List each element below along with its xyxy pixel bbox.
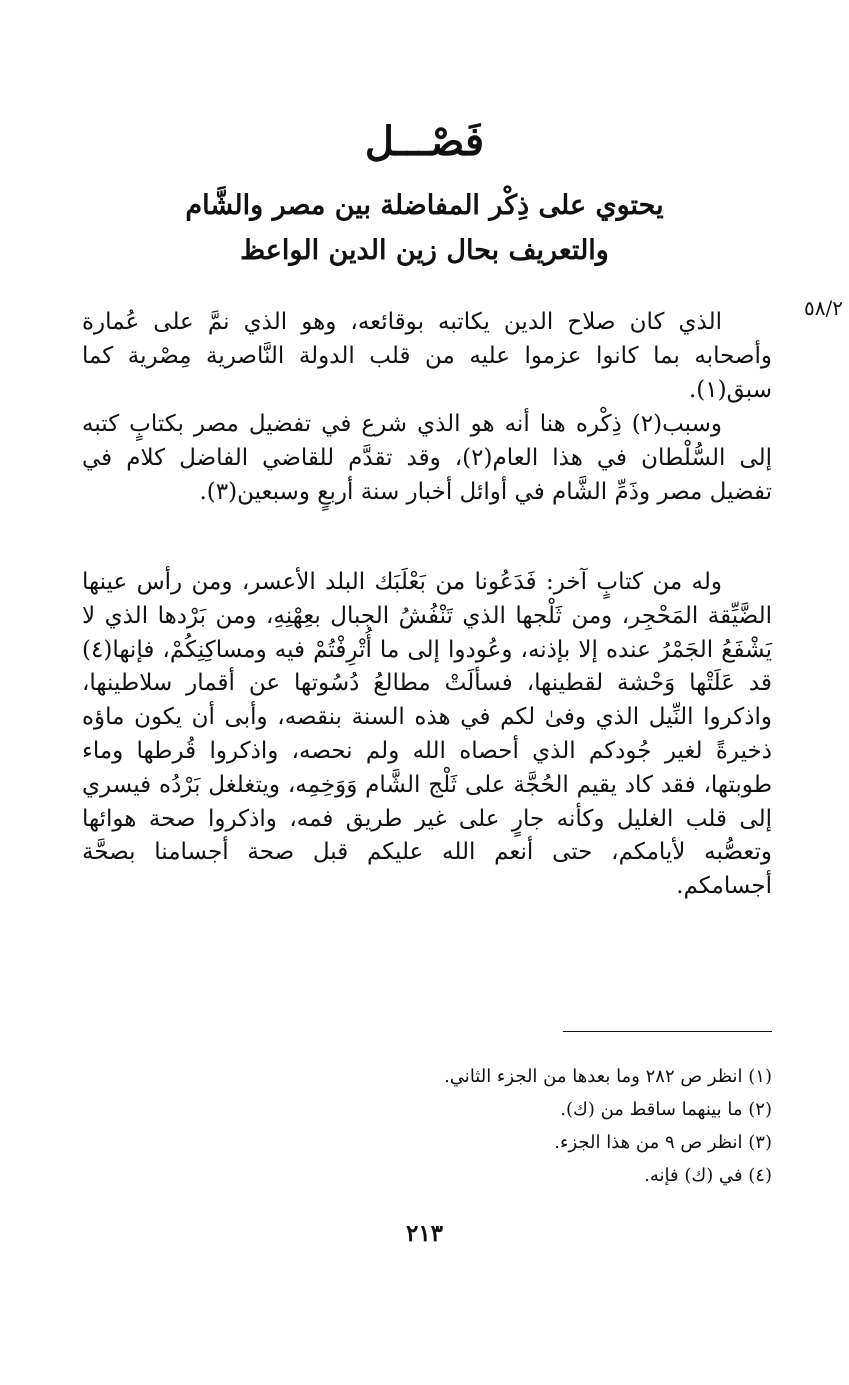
chapter-subtitle-line-1: يحتوي على ذِكْر المفاضلة بين مصر والشَّام (185, 190, 664, 221)
footnote-3: (٣) انظر ص ٩ من هذا الجزء. (554, 1132, 772, 1153)
body-paragraph-3 (82, 566, 772, 904)
footnote-4: (٤) في (ك) فإنه. (644, 1165, 772, 1186)
footnotes (82, 1060, 772, 1192)
body-paragraph-1 (82, 306, 772, 407)
footnote-1: (١) انظر ص ٢٨٢ وما بعدها من الجزء الثاني. (444, 1066, 772, 1087)
paragraph-text: وسبب(٢) ذِكْره هنا أنه هو الذي شرع في تفضيل مصر بكتابٍ كتبه إلى السُّلْطان في هذا العام(٢)، وقد تقدَّم للقاضي الفاضل كلام في تفضيل مصر وذَمِّ الشَّام في أوائل أخبار سنة أربعٍ وسبعين(٣). (82, 411, 772, 505)
chapter-subtitle-line-2: والتعريف بحال زين الدين الواعظ (240, 235, 609, 266)
paragraph-text: وله من كتابٍ آخر: فَدَعُونا من بَعْلَبَك البلد الأعسر، ومن رأس عينها الضَّيِّقة المَحْجِر، ومن ثَلْجها الذي تَنْفُشُ الجبال بعِهْنِهِ، ومن بَرْدها الذي لا يَشْفَعُ الجَمْرُ عنده إلا بإذنه، وعُودوا إلى ما أُتْرِفْتُمْ فيه ومساكِنِكُمْ، فإنها(٤) قد عَلَتْها وَحْشة لقطينها، فسألَتْ مطالعُ دُسُوتها عن أقمار سلاطينها، واذكروا النِّيل الذي وفىٰ لكم في هذه السنة بنقصه، وأبى أن يكون ماؤه ذخيرةً لغير جُودكم الذي أحصاه الله ولم نحصه، واذكروا قُرطها وماء طوبتها، فقد كاد يقيم الحُجَّة على ثَلْج الشَّام وَوَخِمِه، ويتغلغل بَرْدُه فيسري إلى قلب الغليل وكأنه جارٍ على غير طريق فمه، واذكروا صحة هوائها وتعصُّبه لأيامكم، حتى أنعم الله عليكم قبل صحة أجسامنا بصحَّة أجسامكم. (82, 569, 772, 900)
page-number: ٢١٣ (405, 1220, 444, 1247)
body-paragraph-2 (82, 408, 772, 509)
footnote-separator (563, 1031, 772, 1032)
footnote-2: (٢) ما بينهما ساقط من (ك). (560, 1099, 772, 1120)
paragraph-text: الذي كان صلاح الدين يكاتبه بوقائعه، وهو الذي نمَّ على عُمارة وأصحابه بما كانوا عزموا عليه من قلب الدولة النَّاصرية مِصْرية كما سبق(١). (82, 309, 772, 403)
margin-reference: ٥٨/٢ (804, 296, 843, 320)
chapter-title: فَصْـــل (364, 118, 485, 165)
